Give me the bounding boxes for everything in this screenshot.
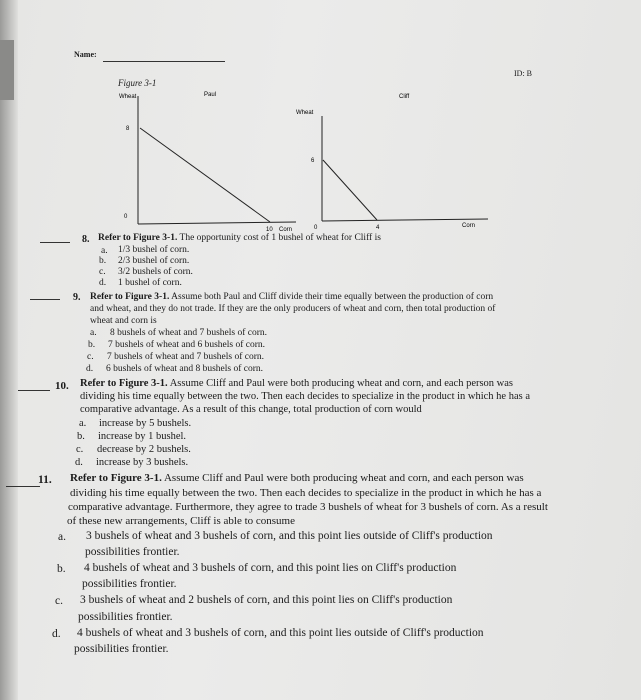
- answer-blank[interactable]: [40, 242, 70, 243]
- choice-letter[interactable]: c.: [55, 595, 63, 607]
- question-text: and wheat, and they do not trade. If they are the only producers of wheat and corn, then total production of: [90, 304, 496, 314]
- question-lead-in: Refer to Figure 3-1.: [70, 472, 162, 484]
- cliff-y-axis-label: Wheat: [296, 110, 314, 116]
- choice-text-continued: possibilities frontier.: [82, 578, 177, 590]
- paul-name-label: Paul: [204, 92, 217, 98]
- cliff-graph: [296, 94, 488, 231]
- id-label: ID: B: [514, 69, 532, 78]
- paul-ppf-line: [140, 128, 270, 222]
- answer-blank[interactable]: [30, 299, 60, 300]
- name-label: Name:: [74, 50, 97, 59]
- paul-x-axis: [138, 222, 296, 224]
- cliff-x-tick: 4: [376, 225, 380, 231]
- figure-3-1: [0, 0, 641, 240]
- question-text: wheat and corn is: [90, 316, 157, 326]
- choice-text: 4 bushels of wheat and 3 bushels of corn, and this point lies outside of Cliff's production: [77, 627, 484, 639]
- paul-x-axis-label: Corn: [279, 227, 293, 233]
- choice-letter[interactable]: d.: [86, 364, 94, 374]
- choice-letter[interactable]: a.: [90, 328, 97, 338]
- choice-letter[interactable]: b.: [99, 256, 107, 266]
- choice-text-continued: possibilities frontier.: [85, 546, 180, 558]
- choice-text-continued: possibilities frontier.: [78, 611, 173, 623]
- choice-letter[interactable]: d.: [52, 628, 61, 640]
- choice-text: 1 bushel of corn.: [118, 278, 182, 288]
- choice-text: 7 bushels of wheat and 6 bushels of corn.: [108, 340, 265, 350]
- choice-letter[interactable]: c.: [76, 444, 84, 455]
- paul-x-tick: 10: [266, 227, 273, 233]
- paul-y-axis-label: Wheat: [119, 94, 137, 100]
- choice-text: increase by 3 bushels.: [96, 457, 189, 468]
- choice-text: 3 bushels of wheat and 3 bushels of corn, and this point lies outside of Cliff's production: [86, 530, 493, 542]
- choice-text: 4 bushels of wheat and 3 bushels of corn, and this point lies on Cliff's production: [84, 562, 457, 574]
- choice-letter[interactable]: a.: [58, 531, 66, 543]
- choice-text: decrease by 2 bushels.: [97, 444, 191, 455]
- choice-letter[interactable]: d.: [75, 457, 83, 468]
- choice-text: increase by 5 bushels.: [99, 418, 192, 429]
- question-lead-in: Refer to Figure 3-1.: [80, 378, 168, 389]
- choice-text: 2/3 bushel of corn.: [118, 256, 190, 266]
- choice-letter[interactable]: a.: [79, 418, 87, 429]
- cliff-ppf-line: [323, 160, 377, 220]
- choice-text: increase by 1 bushel.: [98, 431, 187, 442]
- question-text: comparative advantage. Furthermore, they agree to trade 3 bushels of wheat for 3 bushels of corn. As a result: [68, 501, 548, 513]
- question-lead-in: Refer to Figure 3-1.: [90, 292, 170, 302]
- paul-graph: [119, 92, 296, 233]
- paul-origin-label: 0: [124, 214, 128, 220]
- choice-text: 3 bushels of wheat and 2 bushels of corn, and this point lies on Cliff's production: [80, 594, 453, 606]
- choice-text: 1/3 bushel of corn.: [118, 245, 190, 255]
- cliff-x-axis: [322, 219, 488, 221]
- question-number: 10.: [55, 380, 69, 392]
- question-text: Refer to Figure 3-1. The opportunity cost of 1 bushel of wheat for Cliff is: [98, 233, 381, 243]
- cliff-x-axis-label: Corn: [462, 223, 476, 229]
- choice-text: 7 bushels of wheat and 7 bushels of corn.: [107, 352, 264, 362]
- choice-text: 6 bushels of wheat and 8 bushels of corn.: [106, 364, 263, 374]
- question-text: Refer to Figure 3-1. Assume Cliff and Paul were both producing wheat and corn, and each person was: [80, 378, 514, 389]
- choice-letter[interactable]: b.: [77, 431, 85, 442]
- question-number: 11.: [38, 474, 52, 486]
- choice-letter[interactable]: c.: [99, 267, 106, 277]
- choice-letter[interactable]: c.: [87, 352, 94, 362]
- figure-title: Figure 3-1: [118, 78, 157, 88]
- question-number: 9.: [73, 292, 81, 303]
- question-lead-in: Refer to Figure 3-1.: [98, 233, 178, 243]
- choice-letter[interactable]: b.: [57, 563, 66, 575]
- answer-blank[interactable]: [18, 390, 50, 391]
- answer-blank[interactable]: [6, 486, 40, 487]
- choice-letter[interactable]: b.: [88, 340, 96, 350]
- question-text: of these new arrangements, Cliff is able to consume: [67, 515, 295, 527]
- question-text: Refer to Figure 3-1. Assume both Paul and Cliff divide their time equally between the production of corn: [90, 292, 494, 302]
- question-text: dividing his time equally between the two. Then each decides to specialize in the product in which he has a: [70, 487, 542, 499]
- choice-text: 8 bushels of wheat and 7 bushels of corn.: [110, 328, 267, 338]
- choice-letter[interactable]: a.: [101, 246, 108, 256]
- cliff-name-label: Cliff: [399, 94, 410, 100]
- question-text: Refer to Figure 3-1. Assume Cliff and Paul were both producing wheat and corn, and each person was: [70, 472, 524, 484]
- question-text: dividing his time equally between the two. Then each decides to specialize in the product in which he has a: [80, 391, 531, 402]
- question-text: comparative advantage. As a result of this change, total production of corn would: [80, 404, 422, 415]
- choice-text: 3/2 bushels of corn.: [118, 267, 193, 277]
- choice-letter[interactable]: d.: [99, 278, 107, 288]
- cliff-y-tick: 6: [311, 158, 315, 164]
- choice-text-continued: possibilities frontier.: [74, 643, 169, 655]
- question-number: 8.: [82, 234, 90, 245]
- paul-y-tick: 8: [126, 126, 130, 132]
- cliff-origin-label: 0: [314, 225, 318, 231]
